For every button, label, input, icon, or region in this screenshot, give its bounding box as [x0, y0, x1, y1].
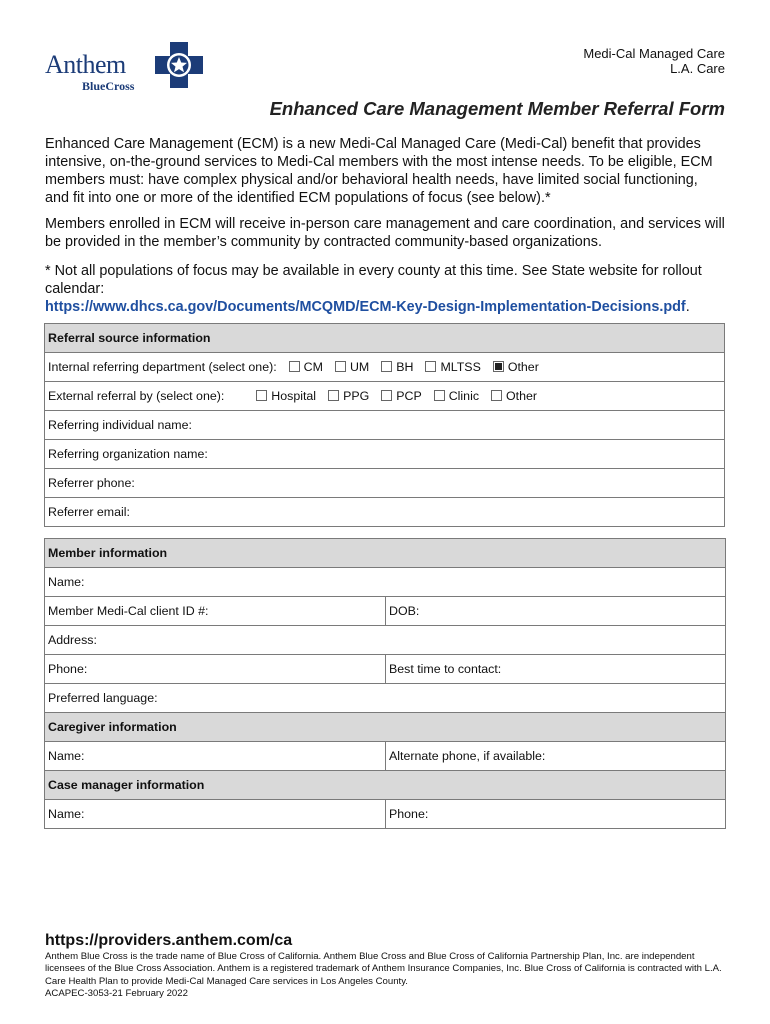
- internal-option-mltss[interactable]: MLTSS: [413, 360, 480, 374]
- referrer-phone-field[interactable]: Referrer phone:: [45, 469, 725, 498]
- internal-option-um[interactable]: UM: [323, 360, 369, 374]
- internal-option-bh[interactable]: BH: [369, 360, 413, 374]
- case-manager-phone-field[interactable]: Phone:: [386, 800, 726, 829]
- anthem-logo: [45, 40, 210, 95]
- plan-header: [583, 46, 725, 76]
- plan-line-2: L.A. Care: [670, 61, 725, 76]
- checkbox[interactable]: [381, 361, 392, 372]
- referrer-email-field[interactable]: Referrer email:: [45, 498, 725, 527]
- external-referral-label: External referral by (select one):: [48, 389, 225, 403]
- checkbox[interactable]: [425, 361, 436, 372]
- internal-referral-row: [45, 353, 725, 382]
- internal-option-cm[interactable]: CM: [277, 360, 323, 374]
- external-option-pcp[interactable]: PCP: [369, 389, 421, 403]
- logo-sub-text: BlueCross: [82, 79, 135, 93]
- external-option-ppg[interactable]: PPG: [316, 389, 369, 403]
- footer-form-code: ACAPEC-3053-21 February 2022: [45, 987, 188, 999]
- internal-referral-label: Internal referring department (select one):: [48, 360, 277, 374]
- logo-brand-text: Anthem: [45, 50, 126, 79]
- intro-paragraph-2: Members enrolled in ECM will receive in-person care management and care coordination, and services will be provided in the member’s community by contracted community-based organizations.: [45, 216, 725, 250]
- member-address-field[interactable]: Address:: [45, 626, 726, 655]
- checkbox[interactable]: [256, 390, 267, 401]
- intro-paragraph-3: [45, 262, 725, 316]
- footer-legal-text: Anthem Blue Cross is the trade name of Blue Cross of California. Anthem Blue Cross and Blue Cross of California Partnership Plan, Inc. are independent licensees of the Blue Cross Association. Anthem is a registered trademark of Anthem Insurance Companies, Inc. Blue Cross of California is contracted with L.A. Care Health Plan to provide Medi-Cal Managed Care services in Los Angeles County.: [45, 951, 722, 987]
- footer-url[interactable]: https://providers.anthem.com/ca: [45, 932, 293, 949]
- member-name-field[interactable]: Name:: [45, 568, 726, 597]
- external-option-hospital[interactable]: Hospital: [244, 389, 316, 403]
- checkbox[interactable]: [434, 390, 445, 401]
- page-title: Enhanced Care Management Member Referral Form: [269, 98, 725, 119]
- external-option-other[interactable]: Other: [479, 389, 537, 403]
- section-member-information: Member information: [45, 539, 726, 568]
- blue-cross-shield-icon: [153, 40, 205, 90]
- caregiver-alt-phone-field[interactable]: Alternate phone, if available:: [386, 742, 726, 771]
- referral-source-table: [44, 323, 725, 527]
- member-phone-field[interactable]: Phone:: [45, 655, 386, 684]
- intro-paragraph-1: Enhanced Care Management (ECM) is a new Medi-Cal Managed Care (Medi-Cal) benefit that provides intensive, on-the-ground services to Medi-Cal members with the most intense needs. To be eligible, ECM members must: have complex physical and/or behavioral health needs, have limited social functioning, and fit into one or more of the identified ECM populations of focus (see below).*: [45, 136, 713, 206]
- external-option-clinic[interactable]: Clinic: [422, 389, 479, 403]
- section-case-manager-information: Case manager information: [45, 771, 726, 800]
- preferred-language-field[interactable]: Preferred language:: [45, 684, 726, 713]
- dhcs-link[interactable]: https://www.dhcs.ca.gov/Documents/MCQMD/ECM-Key-Design-Implementation-Decisions.pdf: [45, 299, 686, 315]
- link-suffix: .: [685, 299, 690, 315]
- checkbox[interactable]: [381, 390, 392, 401]
- referring-individual-field[interactable]: Referring individual name:: [45, 411, 725, 440]
- checkbox[interactable]: [335, 361, 346, 372]
- checkbox[interactable]: [328, 390, 339, 401]
- checkbox[interactable]: [289, 361, 300, 372]
- member-client-id-field[interactable]: Member Medi-Cal client ID #:: [45, 597, 386, 626]
- checkbox-checked[interactable]: [493, 361, 504, 372]
- section-caregiver-information: Caregiver information: [45, 713, 726, 742]
- best-time-field[interactable]: Best time to contact:: [386, 655, 726, 684]
- referring-organization-field[interactable]: Referring organization name:: [45, 440, 725, 469]
- section-referral-source: Referral source information: [45, 324, 725, 353]
- member-dob-field[interactable]: DOB:: [386, 597, 726, 626]
- external-referral-row: [45, 382, 725, 411]
- caregiver-name-field[interactable]: Name:: [45, 742, 386, 771]
- case-manager-name-field[interactable]: Name:: [45, 800, 386, 829]
- plan-line-1: Medi-Cal Managed Care: [583, 46, 725, 61]
- member-info-table: [44, 538, 726, 829]
- footer-disclaimer: [45, 951, 731, 1000]
- internal-option-other[interactable]: Other: [481, 360, 539, 374]
- rollout-note: * Not all populations of focus may be available in every county at this time. See State website for rollout calendar:: [45, 263, 702, 297]
- checkbox[interactable]: [491, 390, 502, 401]
